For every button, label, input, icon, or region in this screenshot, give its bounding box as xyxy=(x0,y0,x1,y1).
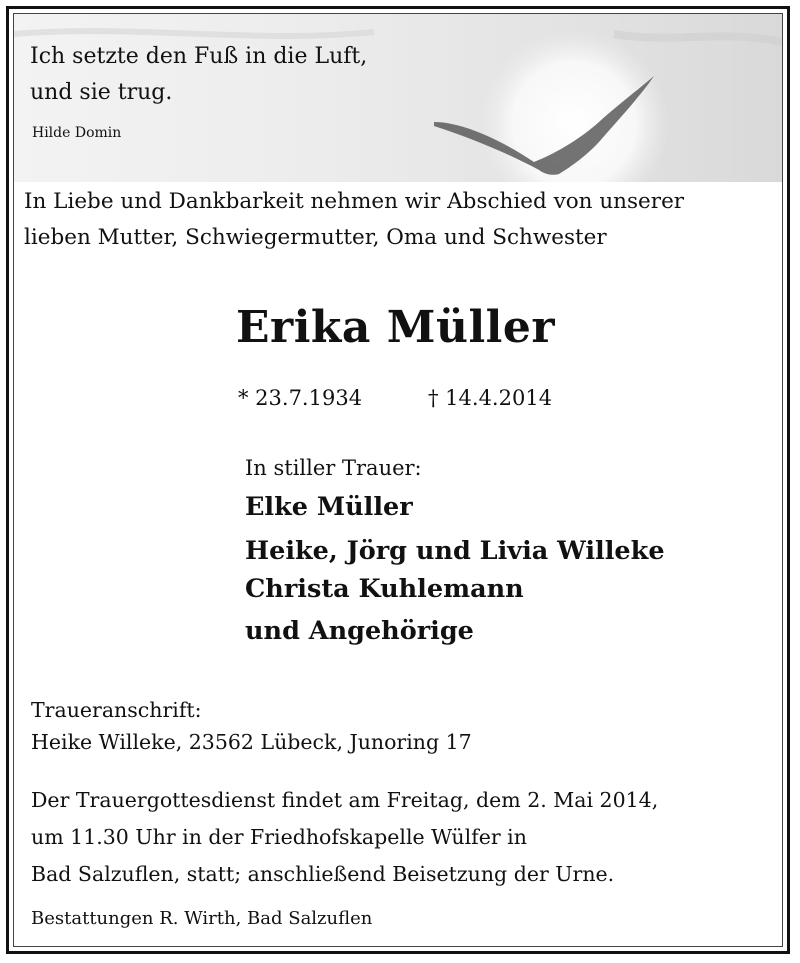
mourner-name: Heike, Jörg und Livia Willeke xyxy=(245,536,665,566)
quote-line-2: und sie trug. xyxy=(30,80,173,105)
intro-line-1: In Liebe und Dankbarkeit nehmen wir Abschied von unserer xyxy=(24,189,685,214)
mourner-name: und Angehörige xyxy=(245,616,474,646)
quote-line-1: Ich setzte den Fuß in die Luft, xyxy=(30,44,368,69)
intro-line-2: lieben Mutter, Schwiegermutter, Oma und Schwester xyxy=(24,225,607,250)
deceased-name: Erika Müller xyxy=(236,302,556,353)
mourner-name: Elke Müller xyxy=(245,492,413,522)
service-line-2: um 11.30 Uhr in der Friedhofskapelle Wülfer in xyxy=(31,825,527,849)
mourner-name: Christa Kuhlemann xyxy=(245,574,524,604)
birth-date: * 23.7.1934 xyxy=(238,386,363,410)
address-label: Traueranschrift: xyxy=(31,698,202,722)
service-line-1: Der Trauergottesdienst findet am Freitag, dem 2. Mai 2014, xyxy=(31,788,659,812)
address-value: Heike Willeke, 23562 Lübeck, Junoring 17 xyxy=(31,730,472,754)
death-date: † 14.4.2014 xyxy=(428,386,553,410)
undertaker-name: Bestattungen R. Wirth, Bad Salzuflen xyxy=(31,908,373,929)
mourners-label: In stiller Trauer: xyxy=(245,456,422,480)
service-line-3: Bad Salzuflen, statt; anschließend Beisetzung der Urne. xyxy=(31,862,615,886)
quote-author: Hilde Domin xyxy=(32,125,122,141)
